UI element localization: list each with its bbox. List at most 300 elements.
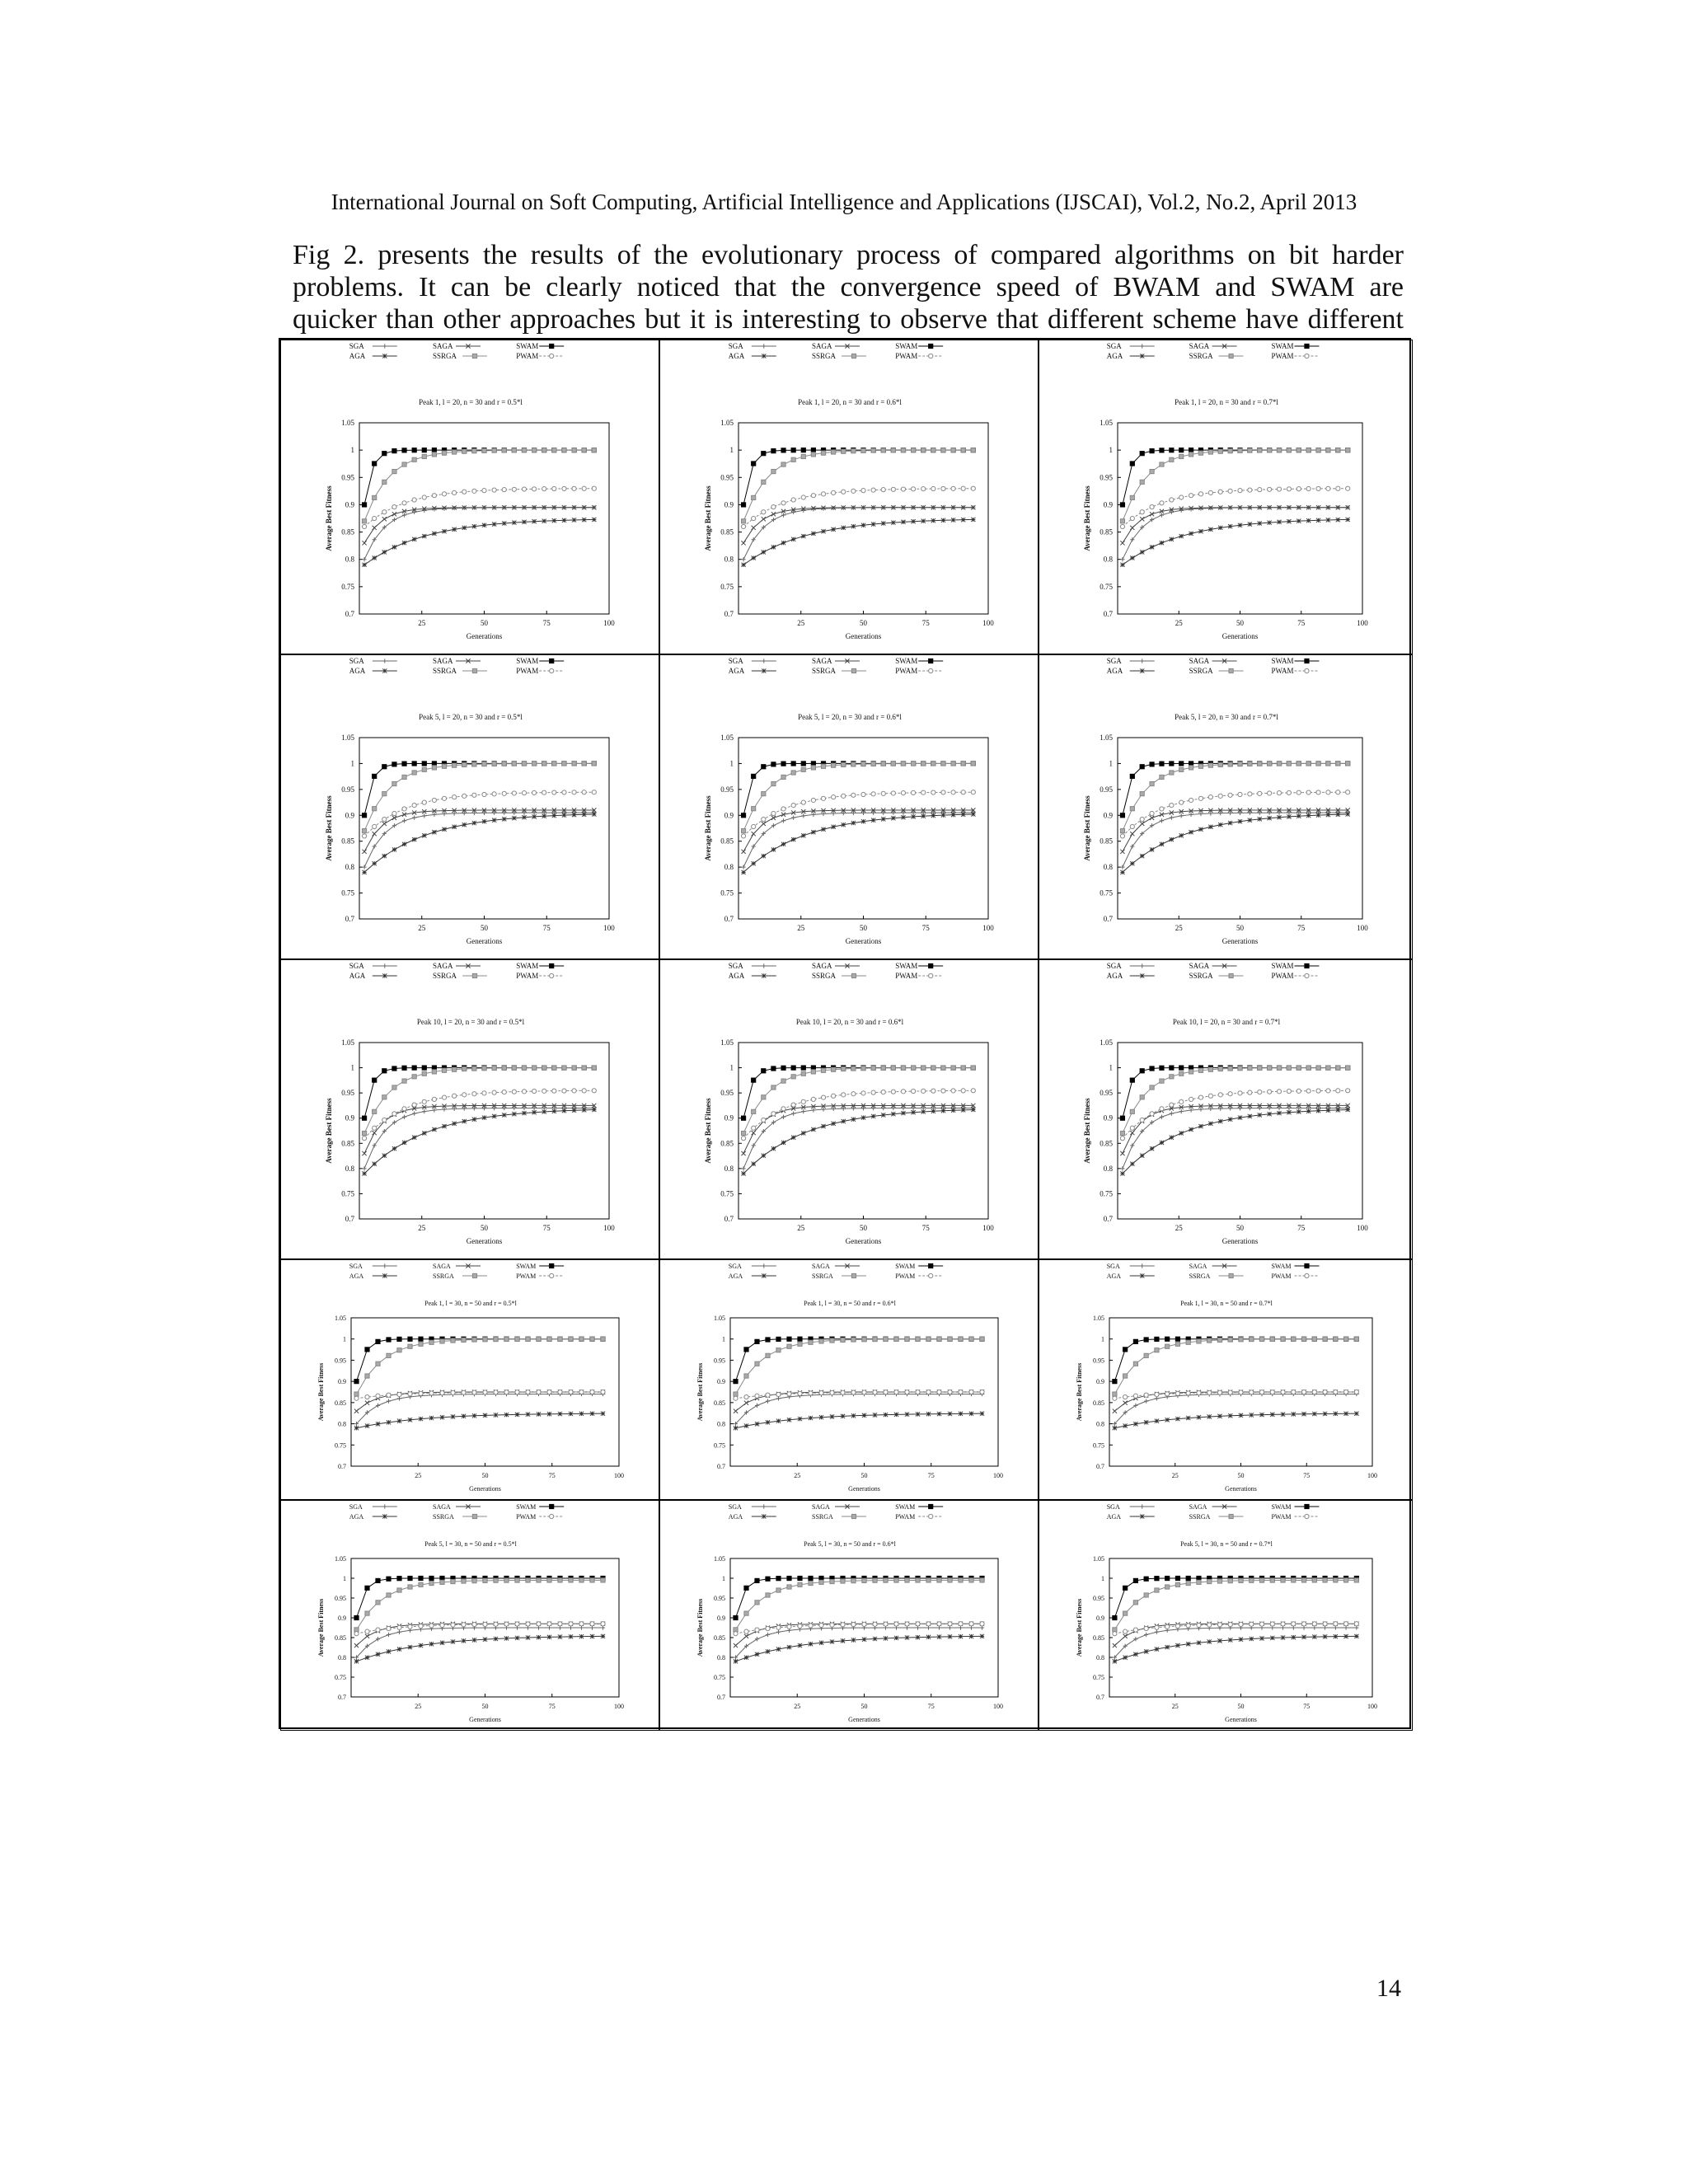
series-pwam-point <box>871 1090 875 1094</box>
series-aga-point <box>1218 1119 1222 1123</box>
series-ssrga-point <box>1189 452 1193 457</box>
chart-panel <box>280 654 659 959</box>
series-aga-point <box>1296 519 1301 523</box>
series-ssrga-point <box>787 1585 791 1589</box>
series-ssrga-point <box>912 762 916 766</box>
series-swam-point <box>373 1078 377 1082</box>
y-tick-label: 1.05 <box>341 419 354 427</box>
series-aga-point <box>472 524 476 528</box>
series-pwam-point <box>1150 505 1154 509</box>
series-pwam-point <box>562 1089 566 1093</box>
series-ssrga-point <box>376 1361 380 1366</box>
x-tick-label: 100 <box>1357 924 1368 932</box>
series-aga-point <box>472 1413 476 1418</box>
chart-legend <box>349 657 564 675</box>
series-swam-point <box>1140 1069 1144 1073</box>
series-pwam-point <box>755 1394 759 1398</box>
series-ssrga-point <box>734 1392 738 1396</box>
series-pwam-point <box>1189 1097 1193 1101</box>
series-swam-point <box>752 462 756 466</box>
series-ssrga-point <box>1123 1611 1128 1615</box>
series-pwam-point <box>569 1622 573 1626</box>
series-aga-point <box>851 1118 856 1122</box>
series-ssrga-point <box>755 1361 759 1366</box>
series-line-aga <box>1123 519 1348 565</box>
series-swam-point <box>791 448 795 452</box>
series-pwam-point <box>392 1112 396 1116</box>
series-aga-point <box>1150 847 1154 851</box>
series-aga-point <box>354 1426 359 1430</box>
series-aga-point <box>502 521 506 525</box>
series-line-saga <box>1123 810 1348 851</box>
series-aga-point <box>562 813 566 817</box>
series-pwam-point <box>1218 794 1222 798</box>
x-tick-label: 100 <box>1367 1703 1377 1710</box>
series-aga-point <box>462 526 467 530</box>
series-pwam-point <box>787 1392 791 1396</box>
legend-label: AGA <box>349 1513 364 1521</box>
series-ssrga-point <box>569 1578 573 1582</box>
series-pwam-point <box>1228 1622 1232 1626</box>
y-tick-label: 0.7 <box>717 1463 725 1470</box>
series-ssrga-point <box>451 1579 455 1583</box>
series-pwam-point <box>542 487 546 491</box>
x-tick-label: 75 <box>542 924 551 932</box>
y-tick-label: 1.05 <box>1093 1555 1104 1563</box>
series-line-sga <box>364 1108 594 1168</box>
series-ssrga-point <box>861 448 865 452</box>
y-axis-label: Average Best Fitness <box>704 485 712 551</box>
line-chart <box>660 340 1039 655</box>
line-chart <box>660 960 1039 1260</box>
series-ssrga-point <box>592 1066 596 1070</box>
legend-marker-point <box>762 658 766 663</box>
legend-label: SWAM <box>895 1263 916 1270</box>
series-line-aga <box>743 814 973 872</box>
series-swam-point <box>354 1380 359 1384</box>
y-tick-label: 1 <box>1109 759 1113 768</box>
series-swam-point <box>1144 1338 1148 1342</box>
series-line-swam <box>1114 1578 1356 1618</box>
legend-marker-point <box>1305 1263 1309 1268</box>
legend-marker-point <box>550 1263 554 1268</box>
series-line-ssrga <box>1123 763 1348 831</box>
chart-title: Peak 1, l = 30, n = 50 and r = 0.5*l <box>424 1300 517 1307</box>
series-swam-point <box>412 1066 416 1070</box>
x-tick-label: 75 <box>927 1703 935 1710</box>
series-swam-point <box>1140 765 1144 769</box>
series-sga-point <box>432 813 436 817</box>
y-tick-label: 0.95 <box>1100 1089 1113 1098</box>
series-ssrga-point <box>392 1085 396 1090</box>
series-sga <box>1113 1392 1359 1426</box>
series-aga-point <box>512 816 516 820</box>
series-ssrga-point <box>362 829 366 833</box>
series-swam-point <box>755 1578 759 1582</box>
y-tick-label: 1.05 <box>341 1038 354 1047</box>
x-tick-label: 25 <box>1175 924 1183 932</box>
y-tick-label: 1.05 <box>720 419 734 427</box>
x-tick-label: 100 <box>982 619 994 627</box>
series-ssrga-point <box>1326 448 1330 452</box>
series-pwam-point <box>442 492 446 496</box>
series-aga-point <box>1323 1634 1327 1638</box>
series-swam-point <box>811 448 815 452</box>
series-swam-point <box>362 813 366 818</box>
legend-label: SSRGA <box>433 667 457 675</box>
series-ssrga-point <box>741 519 745 523</box>
series-pwam-point <box>502 1090 506 1094</box>
series-aga-point <box>504 1413 509 1417</box>
series-line-ssrga <box>743 1068 973 1133</box>
series-pwam-point <box>1170 803 1174 807</box>
legend-label: PWAM <box>1271 972 1294 980</box>
y-tick-label: 0.7 <box>724 1215 734 1223</box>
series-aga-point <box>871 1114 875 1118</box>
series-ssrga-point <box>961 1066 965 1070</box>
series-aga-point <box>971 1108 975 1112</box>
series-aga-point <box>969 1634 973 1638</box>
series-aga-point <box>894 1413 898 1417</box>
legend-label: SAGA <box>433 1263 451 1270</box>
legend-marker-point <box>851 973 856 977</box>
series-ssrga-point <box>1306 762 1311 766</box>
series-aga-point <box>542 814 546 818</box>
series-pwam-point <box>841 1390 845 1394</box>
series-line-swam <box>364 763 594 815</box>
legend-marker-point <box>472 354 476 358</box>
series-swam-point <box>376 1578 380 1582</box>
series-aga <box>354 1634 605 1664</box>
series-aga-point <box>912 1110 916 1114</box>
series-pwam-point <box>1155 1625 1159 1629</box>
legend-marker-point <box>382 1273 387 1277</box>
series-sga-point <box>766 1633 770 1637</box>
series-pwam-point <box>362 834 366 838</box>
series-ssrga-point <box>1258 448 1262 452</box>
series-ssrga-point <box>819 1580 823 1584</box>
chart-title: Peak 5, l = 20, n = 30 and r = 0.5*l <box>419 713 523 721</box>
legend-label: SAGA <box>812 657 832 665</box>
series-aga-point <box>809 1416 813 1420</box>
series-aga-point <box>1198 827 1203 832</box>
series-aga-point <box>762 550 766 554</box>
series-ssrga-point <box>881 762 885 766</box>
series-ssrga-point <box>1277 1066 1281 1070</box>
series-ssrga-point <box>881 448 885 452</box>
series-aga-point <box>971 518 975 522</box>
series-aga-point <box>1198 529 1203 533</box>
series-ssrga-point <box>382 792 387 796</box>
series-ssrga-point <box>526 1337 530 1341</box>
series-pwam-point <box>494 1390 498 1394</box>
series-pwam-point <box>562 790 566 794</box>
series-ssrga-point <box>951 448 955 452</box>
legend-marker-point <box>1140 668 1144 673</box>
journal-header: International Journal on Soft Computing, Artificial Intelligence and Applications (IJSCAI), Vol.2, No.2, April 2013 <box>331 190 1357 214</box>
series-aga-point <box>562 518 566 523</box>
series-ssrga-point <box>494 1578 498 1582</box>
series-swam-point <box>1179 1066 1184 1070</box>
series-aga-point <box>365 1423 369 1427</box>
series-ssrga-point <box>1218 762 1222 766</box>
series-ssrga-point <box>1217 1338 1221 1342</box>
y-tick-label: 0.9 <box>345 500 354 509</box>
series-ssrga-point <box>552 762 556 766</box>
series-pwam-point <box>811 1097 815 1101</box>
series-ssrga-point <box>572 448 576 452</box>
legend-label: SGA <box>728 342 743 350</box>
series-sga-point <box>741 1166 745 1170</box>
series-pwam-point <box>1144 1393 1148 1397</box>
legend-label: SSRGA <box>812 352 837 360</box>
series-swam-point <box>1160 762 1164 766</box>
series-line-swam <box>736 1578 982 1618</box>
y-tick-label: 0.8 <box>338 1420 346 1428</box>
series-ssrga-point <box>483 1338 487 1342</box>
series-pwam-point <box>590 1622 594 1626</box>
legend-label: SSRGA <box>812 1513 833 1521</box>
series-ssrga-point <box>1296 1066 1301 1070</box>
y-tick-label: 0.8 <box>724 863 734 872</box>
series-swam <box>734 1337 984 1384</box>
series-swam-point <box>419 1576 423 1580</box>
y-axis-label: Average Best Fitness <box>1083 485 1091 551</box>
series-aga-point <box>1207 1414 1212 1418</box>
y-axis-label: Average Best Fitness <box>1083 1098 1091 1164</box>
series-pwam-point <box>921 487 926 491</box>
series-pwam-point <box>382 1118 387 1122</box>
series-ssrga-point <box>891 762 895 766</box>
series-aga-point <box>884 1636 888 1640</box>
series-saga-point <box>752 1131 756 1135</box>
series-pwam-point <box>884 1622 888 1626</box>
series-pwam-point <box>1238 489 1242 493</box>
series-aga-point <box>440 1415 444 1419</box>
series-saga <box>354 1390 605 1413</box>
series-ssrga-point <box>842 1066 846 1071</box>
y-tick-label: 0.75 <box>1093 1674 1104 1681</box>
series-pwam-point <box>861 1091 865 1095</box>
legend-marker-point <box>550 354 554 358</box>
series-ssrga-point <box>959 1337 963 1341</box>
series-swam-point <box>776 1337 781 1341</box>
series-ssrga-point <box>1179 767 1184 771</box>
series-aga-point <box>781 842 785 846</box>
series-ssrga-point <box>440 1580 444 1584</box>
series-saga-point <box>354 1409 359 1413</box>
chart-legend <box>349 342 564 360</box>
series-ssrga-point <box>569 1337 573 1341</box>
series-sga-point <box>376 1637 380 1641</box>
series-sga-point <box>755 1637 759 1641</box>
series-ssrga-point <box>1186 1340 1190 1344</box>
series-ssrga-point <box>572 762 576 766</box>
series-swam-point <box>771 762 776 766</box>
series-pwam-point <box>951 486 955 490</box>
series-aga-point <box>592 1108 596 1112</box>
series-swam-point <box>1160 1066 1164 1070</box>
series-ssrga <box>354 1337 605 1396</box>
series-saga <box>1120 505 1349 545</box>
y-tick-label: 0.95 <box>720 785 734 794</box>
series-aga-point <box>801 833 805 837</box>
series-ssrga-point <box>373 1109 377 1113</box>
series-line-ssrga <box>1114 1339 1356 1394</box>
y-tick-label: 0.95 <box>335 1595 346 1602</box>
series-saga <box>354 1622 605 1648</box>
series-aga-point <box>744 1656 748 1660</box>
series-ssrga-point <box>1270 1337 1274 1341</box>
series-aga-point <box>592 518 596 522</box>
series-pwam-point <box>522 487 526 491</box>
series-ssrga-point <box>504 1337 509 1341</box>
x-axis-label: Generations <box>466 937 503 945</box>
body-paragraph <box>293 239 1404 335</box>
series-pwam-point <box>354 1632 359 1636</box>
series-line-swam <box>357 1578 603 1618</box>
legend-label: AGA <box>349 972 366 980</box>
series-pwam-point <box>547 1390 551 1394</box>
series-pwam-point <box>1354 1622 1358 1626</box>
series-pwam-point <box>452 795 457 799</box>
series-line-saga <box>364 508 594 543</box>
legend-marker-point <box>1305 1504 1309 1508</box>
series-sga-point <box>1189 813 1193 817</box>
series-aga-point <box>851 1413 856 1418</box>
y-axis-label: Average Best Fitness <box>325 795 333 861</box>
series-saga-point <box>752 526 756 530</box>
series-ssrga-point <box>354 1392 359 1396</box>
series-swam-point <box>1150 449 1154 453</box>
x-tick-label: 100 <box>982 1224 994 1232</box>
series-ssrga-point <box>830 1338 834 1343</box>
series-ssrga-point <box>821 451 825 455</box>
series-pwam-point <box>442 796 446 800</box>
series-swam-point <box>1189 448 1193 452</box>
series-ssrga-point <box>472 449 476 453</box>
series-aga-point <box>1268 1112 1272 1116</box>
series-ssrga-point <box>422 454 426 458</box>
series-aga <box>741 1108 975 1176</box>
series-pwam-point <box>1306 1089 1311 1093</box>
series-aga-point <box>959 1412 963 1416</box>
series-saga-point <box>744 1401 748 1405</box>
series-aga-point <box>1120 870 1124 874</box>
series-pwam-point <box>771 505 776 509</box>
series-swam-point <box>387 1577 391 1581</box>
series-ssrga-point <box>1287 1066 1291 1070</box>
series-pwam-point <box>592 1089 596 1093</box>
series-pwam-point <box>1228 489 1232 493</box>
x-tick-label: 100 <box>614 1472 624 1479</box>
series-aga-point <box>1123 1423 1128 1427</box>
y-axis-label: Average Best Fitness <box>704 1098 712 1164</box>
x-axis-label: Generations <box>1221 1237 1259 1245</box>
legend-marker-point <box>762 1263 766 1268</box>
series-aga-point <box>1277 815 1281 819</box>
series-swam <box>1113 1576 1359 1619</box>
chart-panel <box>659 959 1039 1259</box>
series-ssrga-point <box>1346 1066 1350 1070</box>
legend-label: SWAM <box>516 1503 537 1511</box>
y-tick-label: 1.05 <box>1100 419 1113 427</box>
series-sga-point <box>781 818 785 823</box>
series-ssrga-point <box>1292 1337 1296 1341</box>
series-aga-point <box>1218 823 1222 827</box>
series-aga-point <box>931 813 935 818</box>
y-tick-label: 1 <box>1101 1335 1104 1343</box>
series-aga-point <box>1179 534 1184 538</box>
series-ssrga-point <box>766 1593 770 1597</box>
line-chart <box>1039 340 1414 655</box>
series-pwam-point <box>931 790 935 794</box>
series-ssrga-point <box>590 1337 594 1341</box>
series-ssrga-point <box>522 448 526 452</box>
series-sga <box>362 811 596 869</box>
series-pwam-point <box>862 1390 866 1394</box>
x-tick-label: 100 <box>603 619 615 627</box>
series-pwam-point <box>537 1390 541 1394</box>
series-ssrga-point <box>590 1578 594 1582</box>
series-pwam-point <box>1198 1095 1203 1099</box>
legend-label: PWAM <box>895 972 918 980</box>
series-aga-point <box>373 555 377 560</box>
y-tick-label: 1 <box>343 1575 346 1582</box>
series-aga-point <box>537 1412 541 1416</box>
chart-legend <box>1107 1503 1320 1521</box>
series-pwam-point <box>931 486 935 490</box>
series-saga <box>1113 1390 1359 1413</box>
series-sga-point <box>1189 1108 1193 1112</box>
series-line-saga <box>1123 508 1348 543</box>
series-swam-point <box>402 448 406 452</box>
series-ssrga-point <box>462 1066 467 1071</box>
series-aga-point <box>547 1412 551 1416</box>
series-ssrga-point <box>1228 449 1232 453</box>
series-aga-point <box>881 521 885 525</box>
series-aga-point <box>1277 520 1281 524</box>
series-ssrga-point <box>1344 1578 1348 1582</box>
series-pwam-point <box>392 505 396 509</box>
chart-panel <box>659 1259 1039 1500</box>
series-swam <box>734 1576 984 1619</box>
series-swam-point <box>365 1586 369 1590</box>
legend-label: PWAM <box>1271 667 1294 675</box>
series-swam-point <box>1113 1380 1117 1384</box>
series-pwam-point <box>809 1624 813 1628</box>
series-sga <box>741 811 975 869</box>
legend-label: SWAM <box>516 1263 537 1270</box>
y-tick-label: 0.9 <box>724 1113 734 1122</box>
series-pwam <box>1120 1089 1349 1141</box>
series-pwam-point <box>1296 790 1301 794</box>
chart-title: Peak 10, l = 20, n = 30 and r = 0.5*l <box>416 1018 525 1026</box>
series-pwam-point <box>1218 490 1222 494</box>
series-sga-point <box>1160 513 1164 517</box>
series-swam-point <box>422 1066 426 1070</box>
series-pwam-point <box>762 817 766 821</box>
series-line-pwam <box>357 1392 603 1399</box>
series-aga-point <box>422 1131 426 1135</box>
series-pwam-point <box>781 1107 785 1111</box>
series-aga-point <box>392 545 396 549</box>
legend-label: SAGA <box>1189 1503 1207 1511</box>
series-aga-point <box>791 1136 795 1140</box>
series-aga-point <box>376 1422 380 1426</box>
series-pwam-point <box>734 1632 738 1636</box>
series-aga-point <box>362 1171 366 1175</box>
